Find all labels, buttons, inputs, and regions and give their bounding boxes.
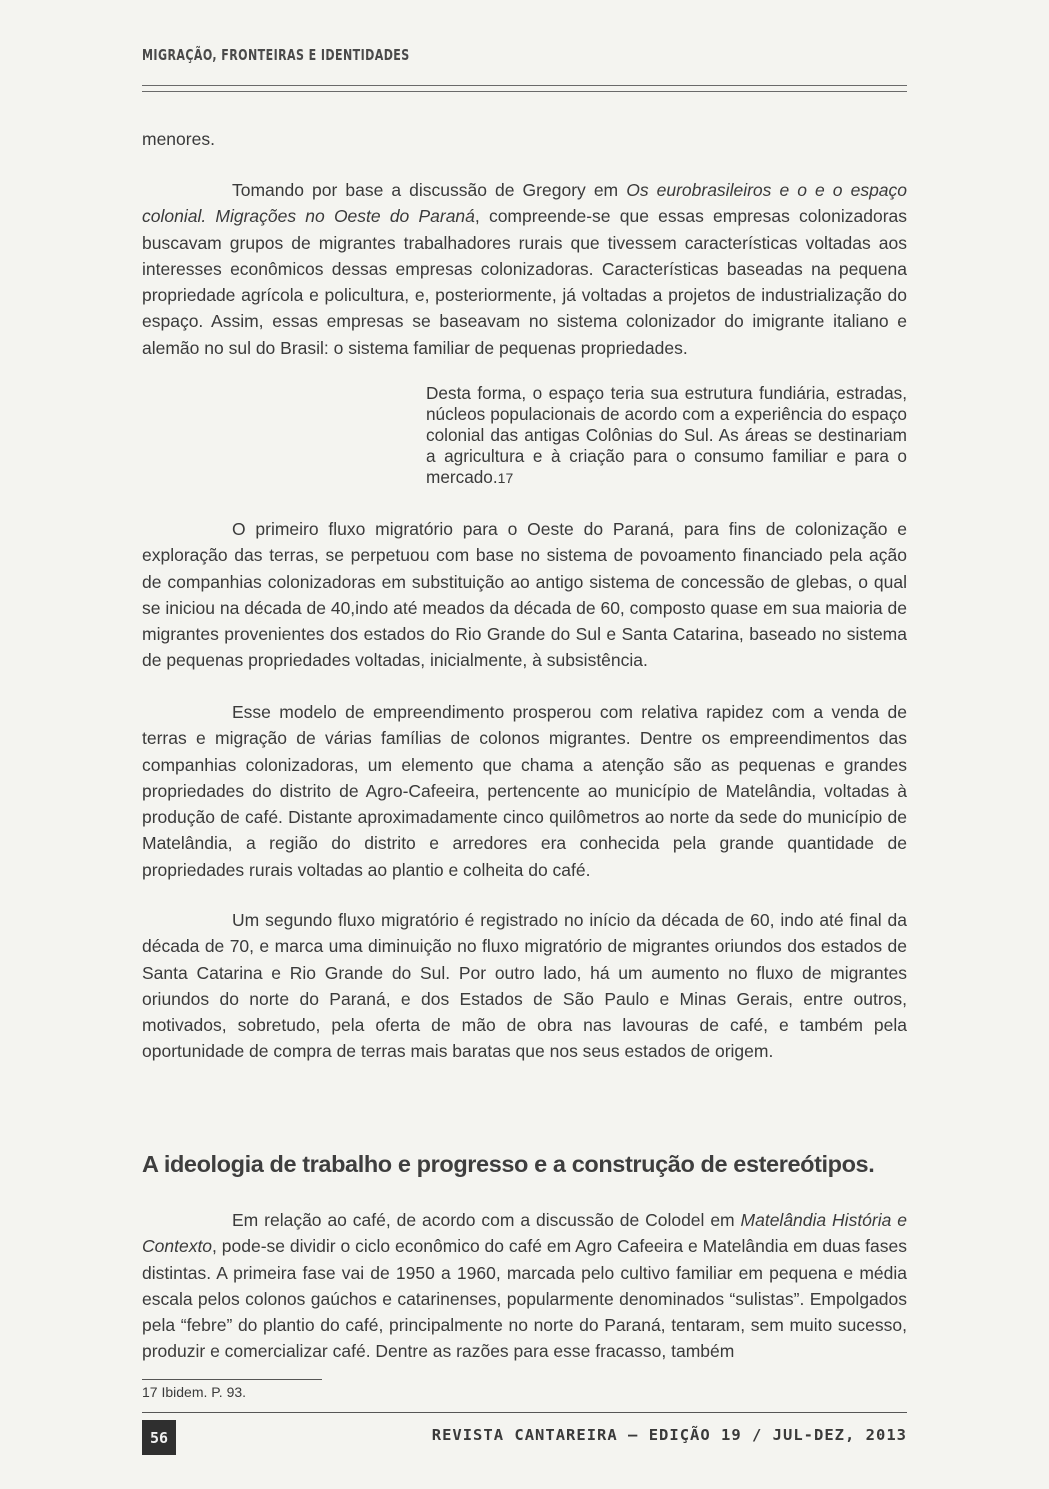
paragraph-5-text-a: Em relação ao café, de acordo com a discussão de Colodel em: [232, 1210, 741, 1230]
paragraph-2: O primeiro fluxo migratório para o Oeste do Paraná, para fins de colonização e exploração das terras, se perpetuou com base no sistema de povoamento financiado pela ação de companhias colonizadoras em substituição ao antigo sistema de concessão de glebas, o qual se iniciou na década de 40,indo até meados da década de 60, composto quase em sua maioria de migrantes provenientes dos estados do Rio Grande do Sul e Santa Catarina, baseado no sistema de pequenas propriedades voltadas, inicialmente, à subsistência.: [142, 519, 907, 671]
paragraph-3: Esse modelo de empreendimento prosperou com relativa rapidez com a venda de terras e migração de várias famílias de colonos migrantes. Dentre os empreendimentos das companhias colonizadoras, um elemento que chama a atenção são as pequenas e grandes propriedades do distrito de Agro-Cafeeira, pertencente ao município de Matelândia, voltadas à produção de café. Distante aproximadamente cinco quilômetros ao norte da sede do município de Matelândia, a região do distrito e arredores era conhecida pela grande quantidade de propriedades rurais voltadas ao plantio e colheita do café.: [142, 702, 907, 880]
paragraph-5-text-b: , pode-se dividir o ciclo econômico do café em Agro Cafeeira e Matelândia em duas fases distintas. A primeira fase vai de 1950 a 1960, marcada pelo cultivo familiar em pequena e média escala pelos colonos gaúchos e catarinenses, popularmente denominados “sulistas”. Empolgados pela “febre” do plantio do café, principalmente no norte do Paraná, tentaram, sem muito sucesso, produzir e comercializar café. Dentre as razões para esse fracasso, também: [142, 1236, 907, 1362]
paragraph-1-text-a: Tomando por base a discussão de Gregory em: [232, 180, 627, 200]
footer-rule: [142, 1412, 907, 1413]
block-quote: [426, 383, 907, 489]
paragraph-1: [142, 177, 907, 361]
paragraph-4: Um segundo fluxo migratório é registrado no início da década de 60, indo até final da década de 70, e marca uma diminuição no fluxo migratório de migrantes oriundos dos estados de Santa Catarina e Rio Grande do Sul. Por outro lado, há um aumento no fluxo de migrantes oriundos do norte do Paraná, e dos Estados de São Paulo e Minas Gerais, entre outros, motivados, sobretudo, pela oferta de mão de obra nas lavouras de café, e também pela oportunidade de compra de terras mais baratas que nos seus estados de origem.: [142, 910, 907, 1062]
block-quote-text: Desta forma, o espaço teria sua estrutura fundiária, estradas, núcleos populacionais de acordo com a experiência do espaço colonial das antigas Colônias do Sul. As áreas se destinariam a agricultura e à criação para o consumo familiar e para o mercado.: [426, 383, 907, 487]
paragraph-5: [142, 1207, 907, 1365]
footnote-ref: 17: [497, 470, 514, 486]
running-title: MIGRAÇÃO, FRONTEIRAS E IDENTIDADES: [142, 46, 410, 64]
journal-title: REVISTA CANTAREIRA – EDIÇÃO 19 / JUL-DEZ, 2013: [431, 1426, 907, 1444]
book-title-colodel: Matelândia História e Contexto: [142, 1210, 907, 1257]
section-heading: A ideologia de trabalho e progresso e a construção de estereótipos.: [142, 1151, 875, 1177]
footnote: 17 Ibidem. P. 93.: [142, 1384, 247, 1400]
paragraph-1-text-b: , compreende-se que essas empresas colonizadoras buscavam grupos de migrantes trabalhadores rurais que tivessem características voltadas aos interesses econômicos dessas empresas colonizadoras. Características baseadas na pequena propriedade agrícola e policultura, e, posteriormente, já voltadas a projetos de industrialização do espaço. Assim, essas empresas se baseavam no sistema colonizador do imigrante italiano e alemão no sul do Brasil: o sistema familiar de pequenas propriedades.: [142, 206, 908, 358]
page-number: 56: [142, 1420, 176, 1455]
header-rule: [142, 85, 907, 92]
paragraph-0: menores.: [142, 129, 215, 149]
footnote-rule: [142, 1379, 322, 1380]
book-title-gregory: Os eurobrasileiros e o e o espaço colonial. Migrações no Oeste do Paraná: [142, 180, 908, 227]
